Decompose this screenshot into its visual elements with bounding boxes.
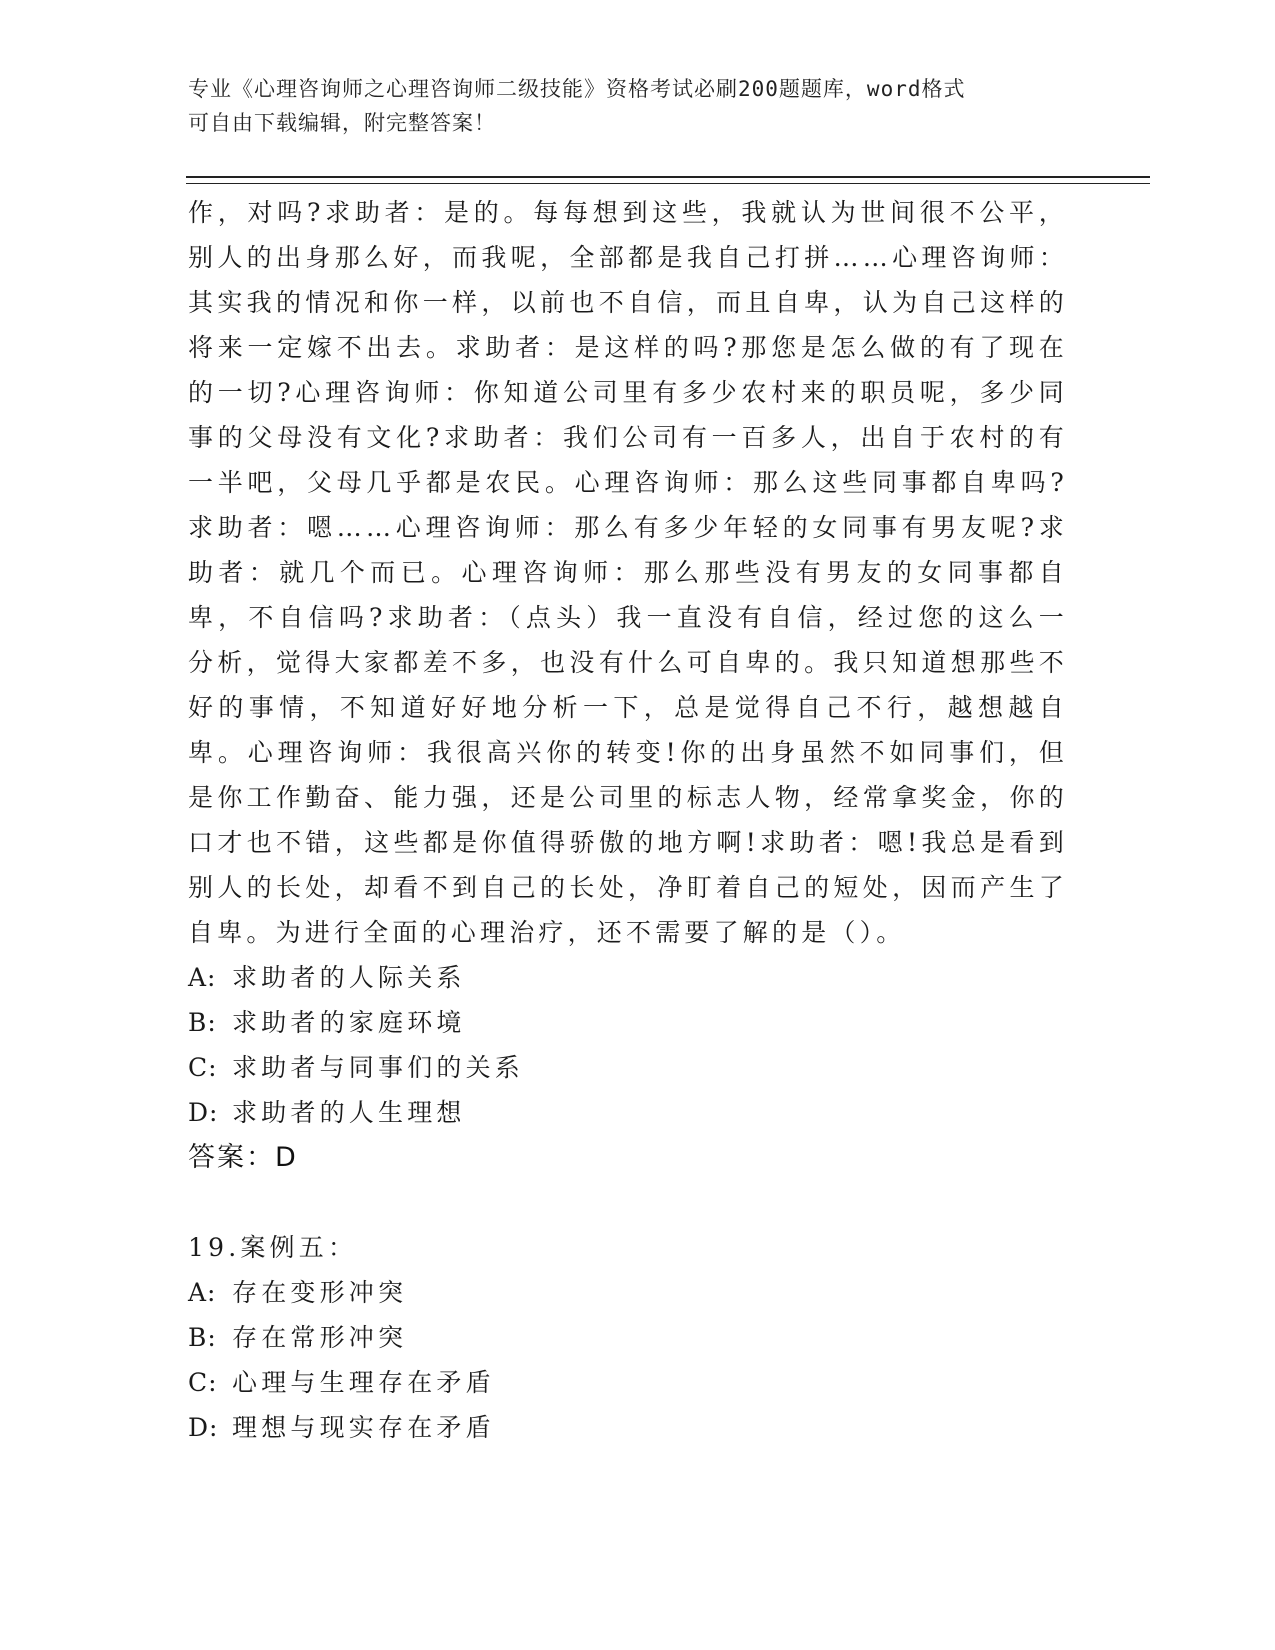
- answer-line: 答案：D: [188, 1142, 298, 1173]
- option-text: 求助者与同事们的关系: [232, 1053, 525, 1082]
- header-title-line-2: 可自由下载编辑，附完整答案！: [188, 111, 496, 135]
- option-b: [188, 1000, 1068, 1045]
- option-key: A:: [188, 963, 217, 992]
- page-header: [188, 72, 1068, 140]
- option-list: [188, 955, 1068, 1135]
- option-text: 求助者的家庭环境: [232, 1008, 466, 1037]
- option-key: C:: [188, 1368, 218, 1397]
- option-text: 存在变形冲突: [232, 1278, 408, 1307]
- question-title: 19.案例五：: [188, 1233, 358, 1262]
- header-divider: [186, 176, 1150, 184]
- option-text: 求助者的人际关系: [232, 963, 466, 992]
- option-key: D:: [188, 1098, 219, 1127]
- option-d: [188, 1405, 1068, 1450]
- option-key: B:: [188, 1008, 217, 1037]
- question-19: [188, 1225, 1068, 1450]
- header-title-line-1: 专业《心理咨询师之心理咨询师二级技能》资格考试必刷200题题库，word格式: [188, 77, 966, 101]
- option-a: [188, 1270, 1068, 1315]
- option-a: [188, 955, 1068, 1000]
- document-body: [188, 190, 1068, 1450]
- option-c: [188, 1360, 1068, 1405]
- option-key: C:: [188, 1053, 218, 1082]
- option-text: 理想与现实存在矛盾: [232, 1413, 495, 1442]
- option-c: [188, 1045, 1068, 1090]
- option-text: 求助者的人生理想: [232, 1098, 466, 1127]
- option-text: 心理与生理存在矛盾: [232, 1368, 495, 1397]
- option-b: [188, 1315, 1068, 1360]
- option-key: B:: [188, 1323, 217, 1352]
- option-d: [188, 1090, 1068, 1135]
- question-18: [188, 190, 1068, 1180]
- option-key: A:: [188, 1278, 217, 1307]
- option-list: [188, 1270, 1068, 1450]
- option-text: 存在常形冲突: [232, 1323, 408, 1352]
- option-key: D:: [188, 1413, 219, 1442]
- question-passage: 作，对吗?求助者：是的。每每想到这些，我就认为世间很不公平，别人的出身那么好，而我呢，全部都是我自己打拼……心理咨询师：其实我的情况和你一样，以前也不自信，而且自卑，认为自己这样的将来一定嫁不出去。求助者：是这样的吗?那您是怎么做的有了现在的一切?心理咨询师：你知道公司里有多少农村来的职员呢，多少同事的父母没有文化?求助者：我们公司有一百多人，出自于农村的有一半吧，父母几乎都是农民。心理咨询师：那么这些同事都自卑吗?求助者：嗯……心理咨询师：那么有多少年轻的女同事有男友呢?求助者：就几个而已。心理咨询师：那么那些没有男友的女同事都自卑，不自信吗?求助者：（点头）我一直没有自信，经过您的这么一分析，觉得大家都差不多，也没有什么可自卑的。我只知道想那些不好的事情，不知道好好地分析一下，总是觉得自己不行，越想越自卑。心理咨询师：我很高兴你的转变!你的出身虽然不如同事们，但是你工作勤奋、能力强，还是公司里的标志人物，经常拿奖金，你的口才也不错，这些都是你值得骄傲的地方啊!求助者：嗯!我总是看到别人的长处，却看不到自己的长处，净盯着自己的短处，因而产生了自卑。为进行全面的心理治疗，还不需要了解的是（）。: [188, 198, 1068, 947]
